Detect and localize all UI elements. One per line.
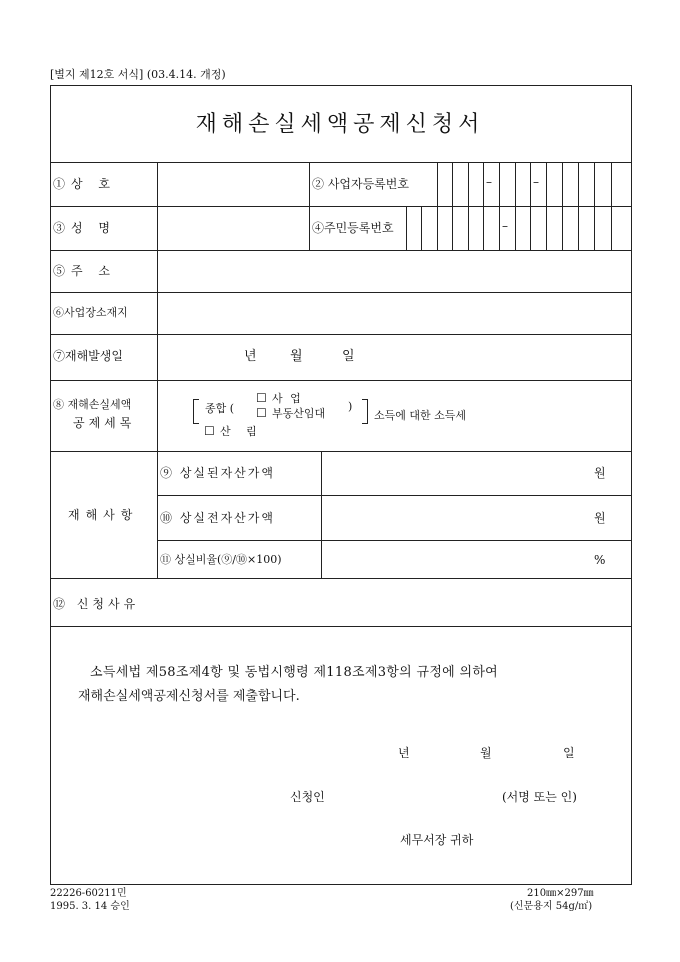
- biz-reg-dash-1: –: [486, 175, 492, 189]
- tax-suffix: 소득에 대한 소득세: [374, 409, 467, 422]
- applicant-label: 신청인: [290, 790, 325, 804]
- statement-line-1: 소득세법 제58조제4항 및 동법시행령 제118조제3항의 규정에 의하여: [90, 665, 499, 680]
- label-disaster-date: ⑦재해발생일: [53, 349, 123, 363]
- tax-business-label: 사 업: [272, 392, 303, 405]
- statement-line-2: 재해손실세액공제신청서를 제출합니다.: [78, 689, 300, 704]
- address-field[interactable]: [158, 251, 631, 292]
- label-trade-name: ①상 호: [53, 177, 116, 191]
- business-location-field[interactable]: [158, 293, 631, 334]
- application-date-month: 월: [480, 746, 492, 760]
- signature-label: (서명 또는 인): [502, 790, 577, 804]
- label-pre-loss-asset-value: ⑩ 상실전자산가액: [160, 511, 275, 525]
- label-application-reason: ⑫ 신청사유: [53, 597, 140, 611]
- disaster-date-year: 년: [244, 349, 257, 364]
- resident-reg-dash: –: [502, 219, 508, 233]
- application-date-year: 년: [398, 746, 410, 760]
- footer-form-number: 22226-60211민: [50, 888, 127, 899]
- label-business-reg-no: ② 사업자등록번호: [312, 177, 409, 191]
- application-date-day: 일: [563, 746, 575, 760]
- label-business-location: ⑥사업장소재지: [53, 306, 128, 319]
- tax-forestry-label: 산 림: [220, 425, 263, 438]
- label-deduction-item-1: ⑧ 재해손실세액: [53, 398, 132, 411]
- label-disaster-details: 재해사항: [68, 508, 139, 522]
- footer-approval-date: 1995. 3. 14 승인: [50, 901, 130, 912]
- unit-won-2: 원: [594, 511, 606, 525]
- footer-paper-size: 210㎜×297㎜: [527, 888, 594, 899]
- checkbox-real-estate[interactable]: ☐: [256, 406, 267, 420]
- label-name: ③성 명: [53, 221, 116, 235]
- label-resident-reg-no: ④주민등록번호: [312, 221, 394, 235]
- tax-general-label: 종합 (: [205, 402, 235, 415]
- disaster-date-day: 일: [342, 349, 355, 364]
- trade-name-field[interactable]: [158, 163, 309, 206]
- checkbox-forestry[interactable]: ☐: [204, 424, 215, 438]
- form-title: 재해손실세액공제신청서: [195, 112, 485, 137]
- label-lost-asset-value: ⑨ 상실된자산가액: [160, 466, 275, 480]
- loss-ratio-field[interactable]: [322, 541, 631, 578]
- pre-loss-asset-value-field[interactable]: [322, 496, 631, 540]
- form-header-note: [별지 제12호 서식] (03.4.14. 개정): [50, 68, 226, 81]
- footer-paper-type: (신문용지 54g/㎡): [510, 901, 593, 912]
- biz-reg-dash-2: –: [533, 175, 539, 189]
- unit-percent: %: [594, 553, 606, 567]
- disaster-date-month: 월: [290, 349, 303, 364]
- label-loss-ratio: ⑪ 상실비율(⑨/⑩×100): [160, 553, 282, 566]
- tax-real-estate-label: 부동산임대: [272, 407, 326, 420]
- lost-asset-value-field[interactable]: [322, 452, 631, 495]
- recipient: 세무서장 귀하: [400, 833, 474, 847]
- tax-close-paren: ): [348, 400, 353, 413]
- unit-won-1: 원: [594, 466, 606, 480]
- name-field[interactable]: [158, 207, 309, 250]
- checkbox-business[interactable]: ☐: [256, 391, 267, 405]
- label-deduction-item-2: 공제세목: [73, 416, 136, 430]
- label-address: ⑤주 소: [53, 264, 116, 278]
